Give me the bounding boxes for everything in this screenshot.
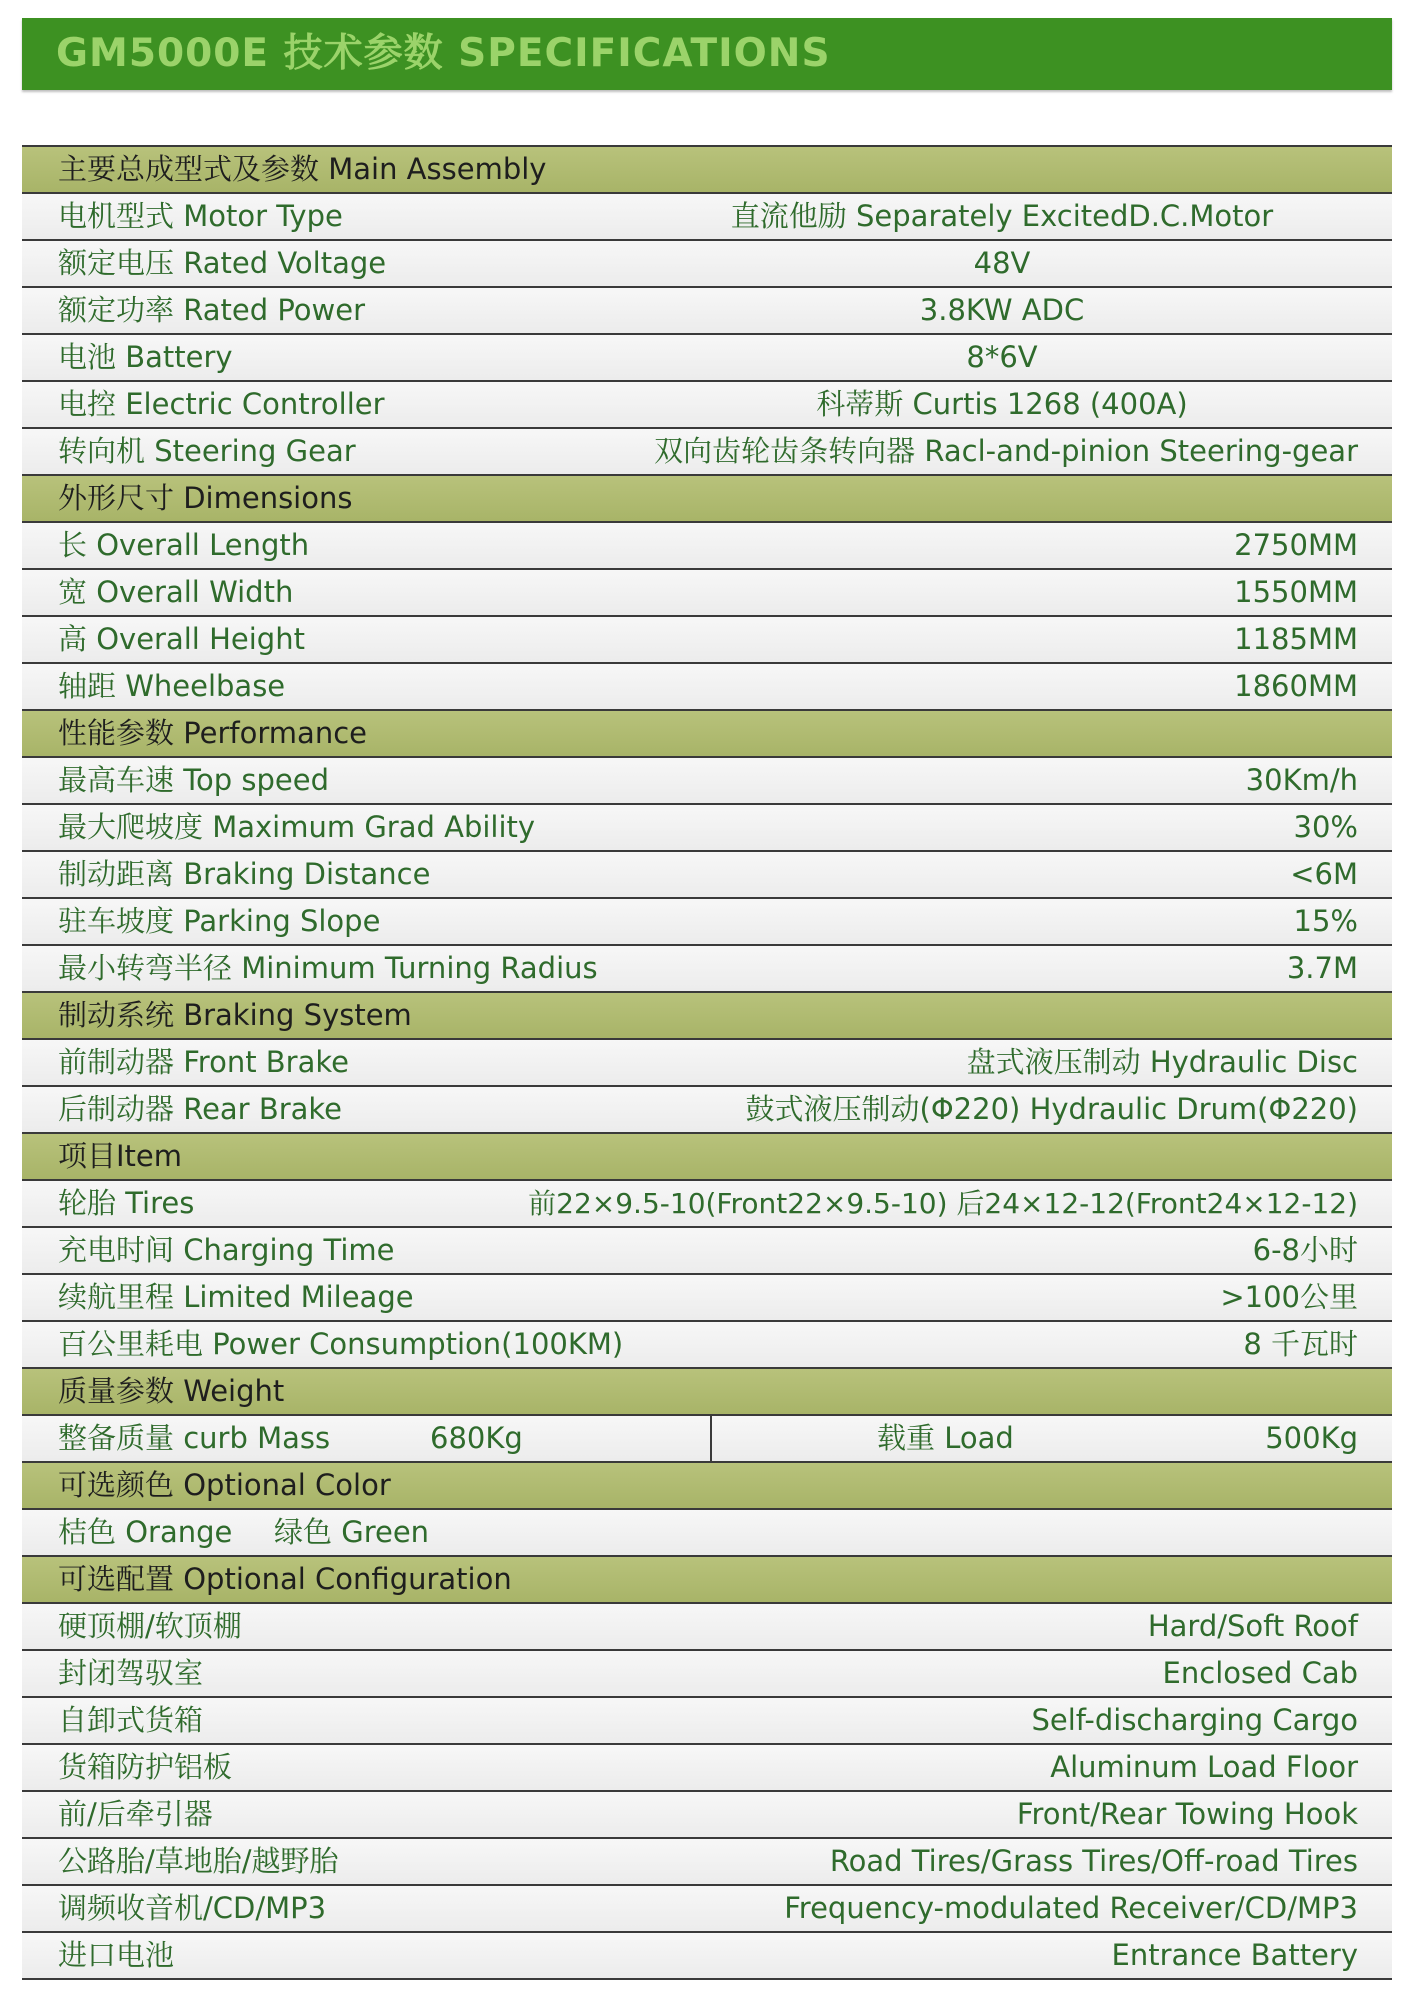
section-header-item	[22, 1134, 1392, 1181]
config-row-load-floor	[22, 1745, 1392, 1792]
spec-row-rear-brake	[22, 1087, 1392, 1134]
spec-row-turning-radius	[22, 946, 1392, 993]
spec-label: 前制动器 Front Brake	[58, 1045, 349, 1079]
section-label: 质量参数 Weight	[58, 1374, 285, 1408]
spec-table	[22, 145, 1392, 1980]
load-value: 500Kg	[1265, 1421, 1358, 1455]
config-label: 进口电池	[58, 1938, 175, 1972]
spec-value: 30%	[1293, 810, 1358, 844]
spec-label: 最大爬坡度 Maximum Grad Ability	[58, 810, 536, 844]
spec-label: 额定功率 Rated Power	[58, 293, 366, 327]
spec-label: 驻车坡度 Parking Slope	[58, 904, 381, 938]
spec-row-braking-distance	[22, 852, 1392, 899]
spec-value: 3.8KW ADC	[919, 293, 1085, 327]
config-label: 自卸式货箱	[58, 1703, 204, 1737]
spec-value: 15%	[1293, 904, 1358, 938]
spec-label: 电控 Electric Controller	[58, 387, 385, 421]
spec-label: 转向机 Steering Gear	[58, 434, 356, 468]
spec-label: 最小转弯半径 Minimum Turning Radius	[58, 951, 598, 985]
section-header-performance	[22, 711, 1392, 758]
spec-label: 额定电压 Rated Voltage	[58, 246, 387, 280]
config-value: Enclosed Cab	[1162, 1656, 1358, 1690]
spec-row-weight	[22, 1416, 1392, 1463]
spec-value: <6M	[1290, 857, 1358, 891]
section-header-optional-configuration	[22, 1557, 1392, 1604]
section-header-weight	[22, 1369, 1392, 1416]
config-row-battery	[22, 1933, 1392, 1980]
spec-row-front-brake	[22, 1040, 1392, 1087]
spec-value: 2750MM	[1234, 528, 1358, 562]
spec-row-tires	[22, 1181, 1392, 1228]
config-value: Frequency-modulated Receiver/CD/MP3	[784, 1891, 1358, 1925]
title-bar	[22, 18, 1392, 90]
spec-value: 8*6V	[966, 340, 1038, 374]
section-label: 制动系统 Braking System	[58, 998, 412, 1032]
spec-value: >100公里	[1220, 1280, 1358, 1314]
config-row-tires	[22, 1839, 1392, 1886]
spec-label: 宽 Overall Width	[58, 575, 294, 609]
spec-value: 1550MM	[1234, 575, 1358, 609]
spec-row-overall-height	[22, 617, 1392, 664]
spec-value: 48V	[973, 246, 1031, 280]
spec-label: 电池 Battery	[58, 340, 233, 374]
page-title: GM5000E 技术参数 SPECIFICATIONS	[56, 31, 831, 76]
spec-value: 双向齿轮齿条转向器 Racl-and-pinion Steering-gear	[654, 434, 1358, 468]
section-header-dimensions	[22, 476, 1392, 523]
spec-value: 1860MM	[1234, 669, 1358, 703]
curb-mass-value: 680Kg	[430, 1421, 523, 1455]
spec-row-wheelbase	[22, 664, 1392, 711]
section-header-optional-color	[22, 1463, 1392, 1510]
spec-row-top-speed	[22, 758, 1392, 805]
spec-row-colors	[22, 1510, 1392, 1557]
spec-label: 轴距 Wheelbase	[58, 669, 286, 703]
config-label: 封闭驾驭室	[58, 1656, 204, 1690]
column-divider	[710, 1416, 712, 1461]
config-label: 前/后牵引器	[58, 1797, 213, 1831]
spec-label: 续航里程 Limited Mileage	[58, 1280, 414, 1314]
spec-value: 6-8小时	[1252, 1233, 1358, 1267]
spec-value: 鼓式液压制动(Φ220) Hydraulic Drum(Φ220)	[745, 1092, 1358, 1126]
config-value: Self-discharging Cargo	[1031, 1703, 1358, 1737]
spec-row-battery	[22, 335, 1392, 382]
config-value: Front/Rear Towing Hook	[1016, 1797, 1358, 1831]
spec-row-parking-slope	[22, 899, 1392, 946]
config-label: 货箱防护铝板	[58, 1750, 233, 1784]
config-label: 调频收音机/CD/MP3	[58, 1891, 327, 1925]
config-label: 公路胎/草地胎/越野胎	[58, 1844, 339, 1878]
spec-row-grad-ability	[22, 805, 1392, 852]
spec-value: 盘式液压制动 Hydraulic Disc	[966, 1045, 1358, 1079]
config-row-receiver	[22, 1886, 1392, 1933]
spec-row-limited-mileage	[22, 1275, 1392, 1322]
spec-value: 8 千瓦时	[1243, 1327, 1358, 1361]
spec-row-motor-type	[22, 194, 1392, 241]
config-value: Road Tires/Grass Tires/Off-road Tires	[829, 1844, 1358, 1878]
config-row-roof	[22, 1604, 1392, 1651]
spec-label: 充电时间 Charging Time	[58, 1233, 395, 1267]
section-label: 可选颜色 Optional Color	[58, 1468, 391, 1502]
spec-value: 直流他励 Separately ExcitedD.C.Motor	[730, 199, 1274, 233]
spec-value: 科蒂斯 Curtis 1268 (400A)	[816, 387, 1188, 421]
config-row-cab	[22, 1651, 1392, 1698]
curb-mass-label: 整备质量 curb Mass	[58, 1421, 331, 1455]
spec-row-rated-power	[22, 288, 1392, 335]
spec-label: 后制动器 Rear Brake	[58, 1092, 343, 1126]
config-value: Hard/Soft Roof	[1147, 1609, 1358, 1643]
spec-row-overall-width	[22, 570, 1392, 617]
color-option-green: 绿色 Green	[274, 1515, 430, 1549]
section-label: 项目Item	[58, 1139, 183, 1173]
section-label: 性能参数 Performance	[58, 716, 367, 750]
spec-label: 轮胎 Tires	[58, 1186, 195, 1220]
config-row-towing-hook	[22, 1792, 1392, 1839]
spec-row-electric-controller	[22, 382, 1392, 429]
section-label: 外形尺寸 Dimensions	[58, 481, 353, 515]
spec-row-steering-gear	[22, 429, 1392, 476]
spec-row-charging-time	[22, 1228, 1392, 1275]
config-value: Entrance Battery	[1111, 1938, 1358, 1972]
spec-row-power-consumption	[22, 1322, 1392, 1369]
spec-label: 制动距离 Braking Distance	[58, 857, 431, 891]
color-option-orange: 桔色 Orange	[58, 1515, 233, 1549]
spec-value: 3.7M	[1286, 951, 1358, 985]
spec-value: 30Km/h	[1245, 763, 1358, 797]
load-label: 载重 Load	[877, 1421, 1014, 1455]
section-header-braking-system	[22, 993, 1392, 1040]
spec-row-overall-length	[22, 523, 1392, 570]
spec-label: 高 Overall Height	[58, 622, 305, 656]
config-value: Aluminum Load Floor	[1050, 1750, 1358, 1784]
spec-label: 最高车速 Top speed	[58, 763, 329, 797]
spec-value: 1185MM	[1234, 622, 1358, 656]
config-label: 硬顶棚/软顶棚	[58, 1609, 242, 1643]
section-label: 可选配置 Optional Configuration	[58, 1562, 512, 1596]
config-row-cargo	[22, 1698, 1392, 1745]
spec-label: 百公里耗电 Power Consumption(100KM)	[58, 1327, 624, 1361]
spec-row-rated-voltage	[22, 241, 1392, 288]
spec-label: 电机型式 Motor Type	[58, 199, 343, 233]
section-label: 主要总成型式及参数 Main Assembly	[58, 152, 547, 186]
section-header-main-assembly	[22, 145, 1392, 194]
spec-label: 长 Overall Length	[58, 528, 310, 562]
spec-value: 前22×9.5-10(Front22×9.5-10) 后24×12-12(Front24×12-12)	[528, 1187, 1358, 1220]
